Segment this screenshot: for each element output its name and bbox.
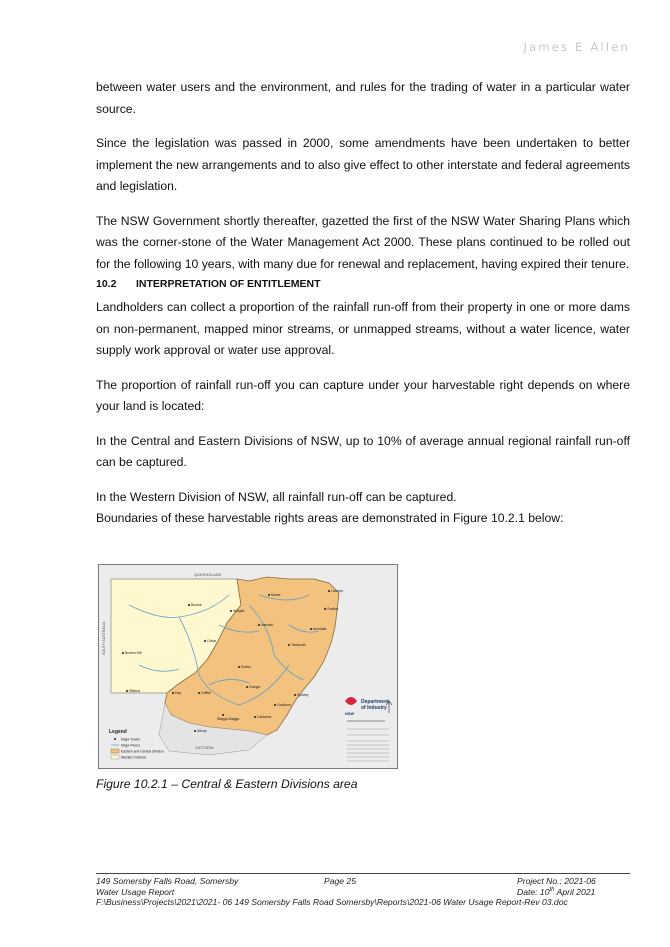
footer-date-prefix: Date: 10 [517,886,550,897]
town-broken-hill: Broken Hill [125,651,142,655]
paragraph-5: The proportion of rainfall run-off you can capture under your harvestable right depends on where your land is located: [96,377,630,413]
footer-address: 149 Somersby Falls Road, Somersby [96,876,239,886]
footer-date-suffix: April 2021 [554,886,596,897]
town-cobar: Cobar [207,639,217,643]
town-lismore: Lismore [331,589,344,593]
legend-item-towns: Major Towns [121,737,140,742]
town-goulburn: Goulburn [277,703,291,707]
victoria-label: VICTORIA [195,745,214,750]
paragraph-2: Since the legislation was passed in 2000, some amendments have been undertaken to better implement the new arrangements and to also give effect to other interstate and federal agreements and legislation. [96,136,630,193]
footer-file-path: F:\Business\Projects\2021\2021- 06 149 Somersby Falls Road Somersby\Reports\2021-06 Water Usage Report-Rev 03.doc [96,897,568,907]
section-title: INTERPRETATION OF ENTITLEMENT [136,278,321,290]
logo-line-2: of Industry [361,705,387,711]
town-grafton: Grafton [327,607,339,611]
footer-report-title: Water Usage Report [96,886,175,897]
footer-date [517,887,595,898]
map-graphic [99,565,397,768]
town-orange: Orange [249,685,261,689]
paragraph-3: The NSW Government shortly thereafter, gazetted the first of the NSW Water Sharing Plans which was the corner-stone of the Water Management Act 2000. These plans continued to be rolled out for the following 10 years, with many due for renewal and replacement, having expired their tenure. [96,213,630,271]
town-canberra: Canberra [257,715,272,719]
section-heading [96,275,630,293]
footer-date-sup: th [549,886,555,893]
legend-item-eastern: Eastern and Central Division [121,749,164,754]
town-sydney: Sydney [297,693,309,697]
paragraph-7: In the Western Division of NSW, all rainfall run-off can be captured. [96,489,457,504]
town-tamworth: Tamworth [291,643,306,647]
paragraph-4: Landholders can collect a proportion of the rainfall run-off from their property in one or more dams on non-permanent, mapped minor streams, or unmapped streams, without a water licence, water supply work approval or water use approval. [96,300,630,357]
legend-title: Legend [109,729,127,735]
queensland-label: QUEENSLAND [194,572,222,577]
town-mildura: Mildura [129,689,141,693]
paragraph-8: Boundaries of these harvestable rights areas are demonstrated in Figure 10.2.1 below: [96,511,564,525]
company-brand: James E Allen [523,40,630,54]
footer-page-number: Page 25 [324,876,357,886]
town-griffith: Griffith [201,691,211,695]
sa-label: SOUTH AUSTRALIA [102,621,106,655]
section-number: 10.2 [96,278,117,290]
town-wagga: Wagga Wagga [217,717,240,721]
logo-mark: NSW [345,711,355,716]
town-hay: Hay [175,691,182,695]
legend-item-western: Western Division [121,755,147,760]
town-armidale: Armidale [313,627,327,631]
town-bourke: Bourke [191,603,202,607]
nsw-divisions-map [98,564,398,769]
logo-line-1: Department [361,699,389,705]
figure-caption: Figure 10.2.1 – Central & Eastern Divisions area [96,777,358,791]
town-moree: Moree [271,593,281,597]
paragraph-1: between water users and the environment, and rules for the trading of water in a particular water source. [96,80,630,116]
paragraph-6: In the Central and Eastern Divisions of NSW, up to 10% of average annual regional rainfall run-off can be captured. [96,433,630,469]
town-walgett: Walgett [233,609,245,613]
footer-project-number: Project No.: 2021-06 [517,876,596,886]
town-narrabri: Narrabri [261,623,274,627]
town-dubbo: Dubbo [241,665,251,669]
page-footer [96,873,630,908]
legend-item-rivers: Major Rivers [121,743,141,748]
town-albury: Albury [197,729,207,733]
document-body [96,77,630,530]
